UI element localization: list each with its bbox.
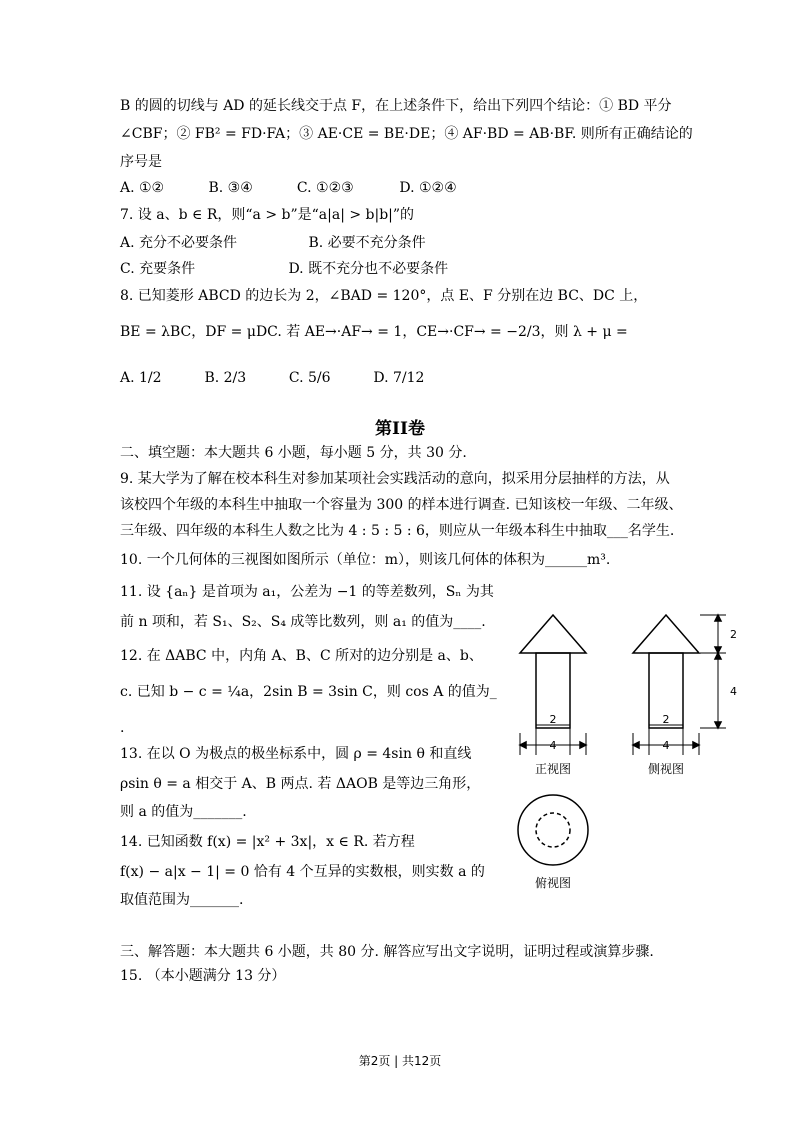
q8-option-b: B. 2/3 [204,370,247,386]
q14-text-2: f(x) − a|x − 1| = 0 恰有 4 个互异的实数根，则实数 a 的 [120,864,485,880]
section-title: 第II卷 [375,419,425,439]
front-dim-4: 4 [549,739,557,752]
q6-option-a: A. ①② [120,180,165,196]
q12-text-1: 12. 在 ΔABC 中，内角 A、B、C 所对的边分别是 a、b、 [120,648,483,664]
q14-text-3: 取值范围为_______. [120,892,244,908]
q8-option-a: A. 1/2 [120,370,162,386]
q7-option-d: D. 既不充分也不必要条件 [288,261,449,277]
front-view-roof [520,615,586,653]
front-dim-2: 2 [549,713,557,726]
q10-text: 10. 一个几何体的三视图如图所示（单位：m），则该几何体的体积为______m³. [120,552,611,568]
side-view-label: 侧视图 [647,762,685,776]
q6-text-3: 序号是 [120,154,162,170]
q6-text-2: ∠CBF；② FB² = FD·FA；③ AE·CE = BE·DE；④ AF·BD = AB·BF. 则所有正确结论的 [120,126,693,142]
q13-text-2: ρsin θ = a 相交于 A、B 两点. 若 ΔAOB 是等边三角形， [120,776,481,792]
height-dim-4: 4 [730,685,737,698]
q7-option-b: B. 必要不充分条件 [308,235,426,251]
front-view-label: 正视图 [534,762,572,776]
q6-option-d: D. ①②④ [399,180,457,196]
q8-option-c: C. 5/6 [288,370,331,386]
q8-text-2: BE = λBC，DF = μDC. 若 AE→·AF→ = 1，CE→·CF→ = −2/3，则 λ + μ = [120,324,628,340]
q8-options [120,368,424,388]
q13-text-3: 则 a 的值为_______. [120,804,247,820]
q6-option-c: C. ①②③ [296,180,354,196]
q7-option-c: C. 充要条件 [120,261,196,277]
q15-text: 15. （本小题满分 13 分） [120,968,286,984]
q7-text: 7. 设 a、b ∈ R，则“a > b”是“a|a| > b|b|”的 [120,207,415,223]
q13-text-1: 13. 在以 O 为极点的极坐标系中，圆 ρ = 4sin θ 和直线 [120,746,472,762]
q7-options-2 [120,259,448,279]
q6-option-b: B. ③④ [208,180,253,196]
three-view-figure [508,605,748,900]
q8-text-1: 8. 已知菱形 ABCD 的边长为 2，∠BAD = 120°，点 E、F 分别在边 BC、DC 上， [120,288,648,304]
q9-text-3: 三年级、四年级的本科生人数之比为 4 : 5 : 5 : 6，则应从一年级本科生中抽取___名学生. [120,523,675,539]
q14-text-1: 14. 已知函数 f(x) = |x² + 3x|，x ∈ R. 若方程 [120,834,415,850]
side-dim-4: 4 [662,739,670,752]
q7-option-a: A. 充分不必要条件 [120,235,238,251]
q7-options-1 [120,233,426,253]
q11-text-2: 前 n 项和，若 S₁、S₂、S₄ 成等比数列，则 a₁ 的值为____. [120,614,486,630]
q8-option-d: D. 7/12 [373,370,425,386]
q9-text-2: 该校四个年级的本科生中抽取一个容量为 300 的样本进行调查. 已知该校一年级、二年级、 [120,497,683,513]
side-view [633,615,726,755]
part2-heading: 二、填空题：本大题共 6 小题，每小题 5 分，共 30 分. [120,445,467,461]
height-dim-2: 2 [730,628,737,641]
q6-options [120,178,457,198]
side-view-roof [633,615,699,653]
top-view-outer-circle [518,795,588,865]
page-footer: 第2页 | 共12页 [358,1054,442,1068]
q11-text-1: 11. 设 {aₙ} 是首项为 a₁，公差为 −1 的等差数列，Sₙ 为其 [120,584,494,600]
front-view [520,615,586,755]
top-view-inner-circle [536,813,570,847]
top-view-label: 俯视图 [534,876,572,890]
q6-text-1: B 的圆的切线与 AD 的延长线交于点 F，在上述条件下，给出下列四个结论：① BD 平分 [120,98,672,114]
side-dim-2: 2 [662,713,670,726]
q9-text-1: 9. 某大学为了解在校本科生对参加某项社会实践活动的意向，拟采用分层抽样的方法，从 [120,471,670,487]
top-view [518,795,588,865]
part3-heading: 三、解答题：本大题共 6 小题，共 80 分. 解答应写出文字说明，证明过程或演算步骤. [120,944,654,960]
q12-text-2: c. 已知 b − c = ¼a，2sin B = 3sin C，则 cos A 的值为_ [120,684,497,700]
q12-text-3: . [120,720,125,736]
